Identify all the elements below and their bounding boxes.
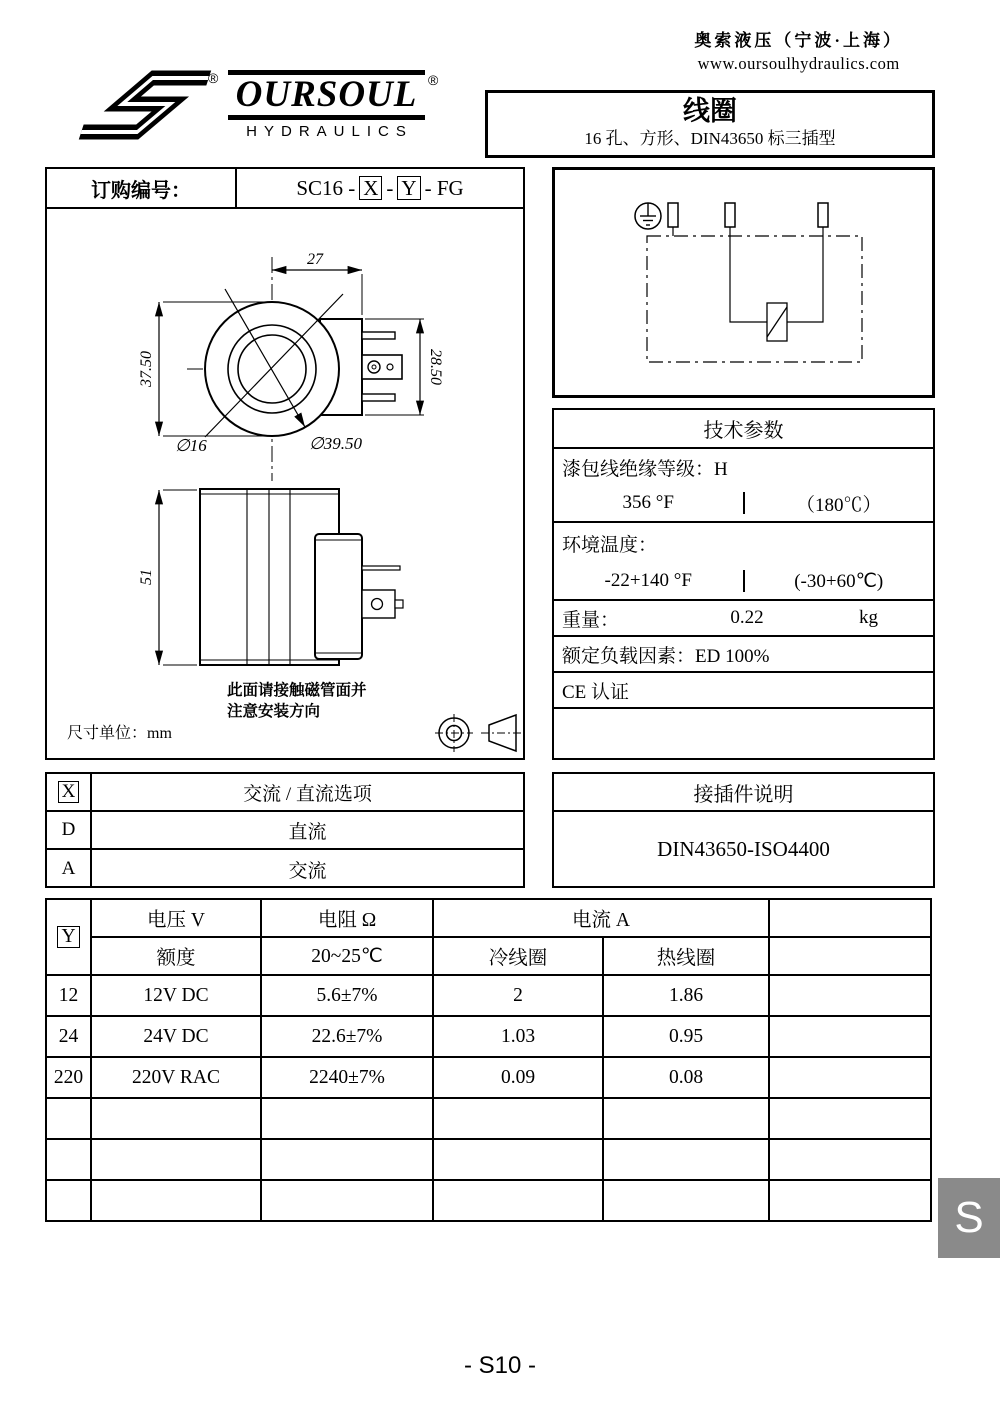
cold-current-cell: 0.09: [433, 1057, 603, 1098]
company-url: www.oursoulhydraulics.com: [697, 54, 900, 73]
option-code-a: A: [47, 850, 92, 888]
resistance-cell: 22.6±7%: [261, 1016, 433, 1057]
connector-title: 接插件说明: [554, 774, 933, 812]
enclosure-outline: [647, 236, 862, 362]
dim-height-51: 51: [138, 569, 155, 585]
weight-row: [554, 601, 933, 637]
duty-factor-row: 额定负载因素：ED 100%: [554, 637, 933, 673]
hot-current-cell: 0.95: [603, 1016, 769, 1057]
y-key-box: Y: [57, 926, 79, 948]
extra-cell: [769, 1016, 931, 1057]
spec-empty-row: [46, 1180, 931, 1221]
order-code-y-box: Y: [397, 176, 420, 200]
brand-wordmark: [228, 70, 425, 140]
company-header: [694, 26, 903, 74]
page-subtitle: 16 孔、方形、DIN43650 标三插型: [584, 129, 836, 148]
projection-symbol: [435, 714, 523, 752]
spec-empty-row: [46, 1098, 931, 1139]
insulation-temp-f: 356 °F: [554, 492, 745, 514]
spec-header-row-2: [46, 937, 931, 975]
col-voltage: 电压 V: [91, 899, 261, 937]
order-number-code: [237, 169, 523, 207]
code-cell: 220: [46, 1057, 91, 1098]
circuit-diagram: [555, 170, 932, 395]
ground-symbol: [635, 203, 661, 229]
ambient-temp-c: (-30+60℃): [794, 570, 884, 592]
dim-width-27: 27: [307, 251, 323, 268]
drawing-panel: [45, 167, 525, 760]
code-cell: 12: [46, 975, 91, 1016]
col-current: 电流 A: [433, 899, 769, 937]
pin-ground: [668, 203, 678, 227]
coil-symbol: [767, 303, 787, 341]
ambient-temp-row: [554, 563, 933, 601]
mounting-note-line2: 注意安装方向: [227, 703, 321, 720]
connector-standard: DIN43650-ISO4400: [657, 836, 830, 861]
sub-hot-coil: 热线圈: [603, 937, 769, 975]
col-resistance: 电阻 Ω: [261, 899, 433, 937]
x-key-box: X: [58, 781, 80, 803]
option-code-d: D: [47, 812, 92, 848]
code-cell: 24: [46, 1016, 91, 1057]
section-tab: S: [938, 1178, 1000, 1258]
cold-current-cell: 2: [433, 975, 603, 1016]
connector-panel: [552, 772, 935, 888]
tech-params-title: 技术参数: [554, 410, 933, 449]
page-number: - S10 -: [463, 1352, 537, 1379]
page-title: 线圈: [683, 96, 737, 126]
x-key-cell: [47, 774, 92, 810]
spec-row-12v: [46, 975, 931, 1016]
spec-header-row-1: [46, 899, 931, 937]
brand-logo-icon: [70, 68, 212, 144]
ambient-temp-f: -22+140 °F: [554, 570, 745, 592]
unit-label: 尺寸单位：mm: [67, 725, 172, 742]
order-code-prefix: SC16 -: [296, 175, 356, 200]
extra-cell: [769, 1057, 931, 1098]
wordmark-bottom-bar: [228, 115, 425, 120]
mounting-note-line1: 此面请接触磁管面并: [227, 682, 367, 699]
technical-drawing: [47, 209, 523, 758]
ce-certification-row: CE 认证: [554, 673, 933, 709]
hot-current-cell: 0.08: [603, 1057, 769, 1098]
ac-dc-header-row: [47, 774, 523, 812]
dim-height-28-50: 28.50: [427, 349, 444, 385]
wordmark-registered-mark: ®: [428, 72, 439, 88]
order-number-row: [47, 169, 523, 209]
dim-dia-16: ∅16: [175, 436, 207, 455]
logo-registered-mark: ®: [208, 70, 219, 86]
cold-current-cell: 1.03: [433, 1016, 603, 1057]
order-code-suffix: - FG: [424, 175, 464, 200]
insulation-temp-row: [554, 485, 933, 523]
pin-2: [818, 203, 828, 227]
voltage-cell: 24V DC: [91, 1016, 261, 1057]
sub-temp: 20~25℃: [261, 937, 433, 975]
insulation-class-label: 漆包线绝缘等级：H: [562, 458, 728, 480]
sub-cold-coil: 冷线圈: [433, 937, 603, 975]
insulation-temp-c: （180℃）: [795, 494, 882, 516]
dim-dia-39-50: ∅39.50: [309, 434, 363, 453]
voltage-cell: 220V RAC: [91, 1057, 261, 1098]
mounting-note: [227, 680, 367, 722]
pin-1: [725, 203, 735, 227]
order-code-x-box: X: [359, 176, 382, 200]
weight-label: 重量：: [562, 609, 620, 631]
ac-dc-options-table: [45, 772, 525, 888]
option-label-ac: 交流: [288, 860, 327, 882]
option-label-dc: 直流: [288, 821, 327, 843]
hot-current-cell: 1.86: [603, 975, 769, 1016]
col-extra-sub: [769, 937, 931, 975]
dim-height-37-50: 37.50: [138, 351, 155, 387]
wordmark-text: OURSOUL: [235, 74, 418, 115]
option-row-dc: [47, 812, 523, 850]
circuit-diagram-panel: [552, 167, 935, 398]
company-name: 奥索液压（宁波·上海）: [694, 31, 903, 50]
resistance-cell: 2240±7%: [261, 1057, 433, 1098]
ac-dc-header-label: 交流 / 直流选项: [243, 783, 372, 805]
spec-empty-row: [46, 1139, 931, 1180]
extra-cell: [769, 975, 931, 1016]
wordmark-subtext: HYDRAULICS: [246, 123, 413, 140]
resistance-cell: 5.6±7%: [261, 975, 433, 1016]
tech-empty-row: [554, 709, 933, 758]
ambient-temp-label: 环境温度：: [562, 534, 658, 556]
sub-rated: 额度: [91, 937, 261, 975]
voltage-cell: 12V DC: [91, 975, 261, 1016]
order-code-dash: -: [386, 175, 394, 200]
spec-row-220v: [46, 1057, 931, 1098]
weight-value: 0.22: [730, 607, 764, 628]
tech-params-panel: [552, 408, 935, 760]
spec-row-24v: [46, 1016, 931, 1057]
y-key-cell: [46, 899, 91, 975]
option-row-ac: [47, 850, 523, 888]
order-number-label: 订购编号：: [47, 169, 237, 207]
electrical-spec-table: [45, 898, 932, 1222]
col-extra-top: [769, 899, 931, 937]
title-box: [485, 90, 935, 158]
weight-unit: kg: [859, 607, 878, 628]
